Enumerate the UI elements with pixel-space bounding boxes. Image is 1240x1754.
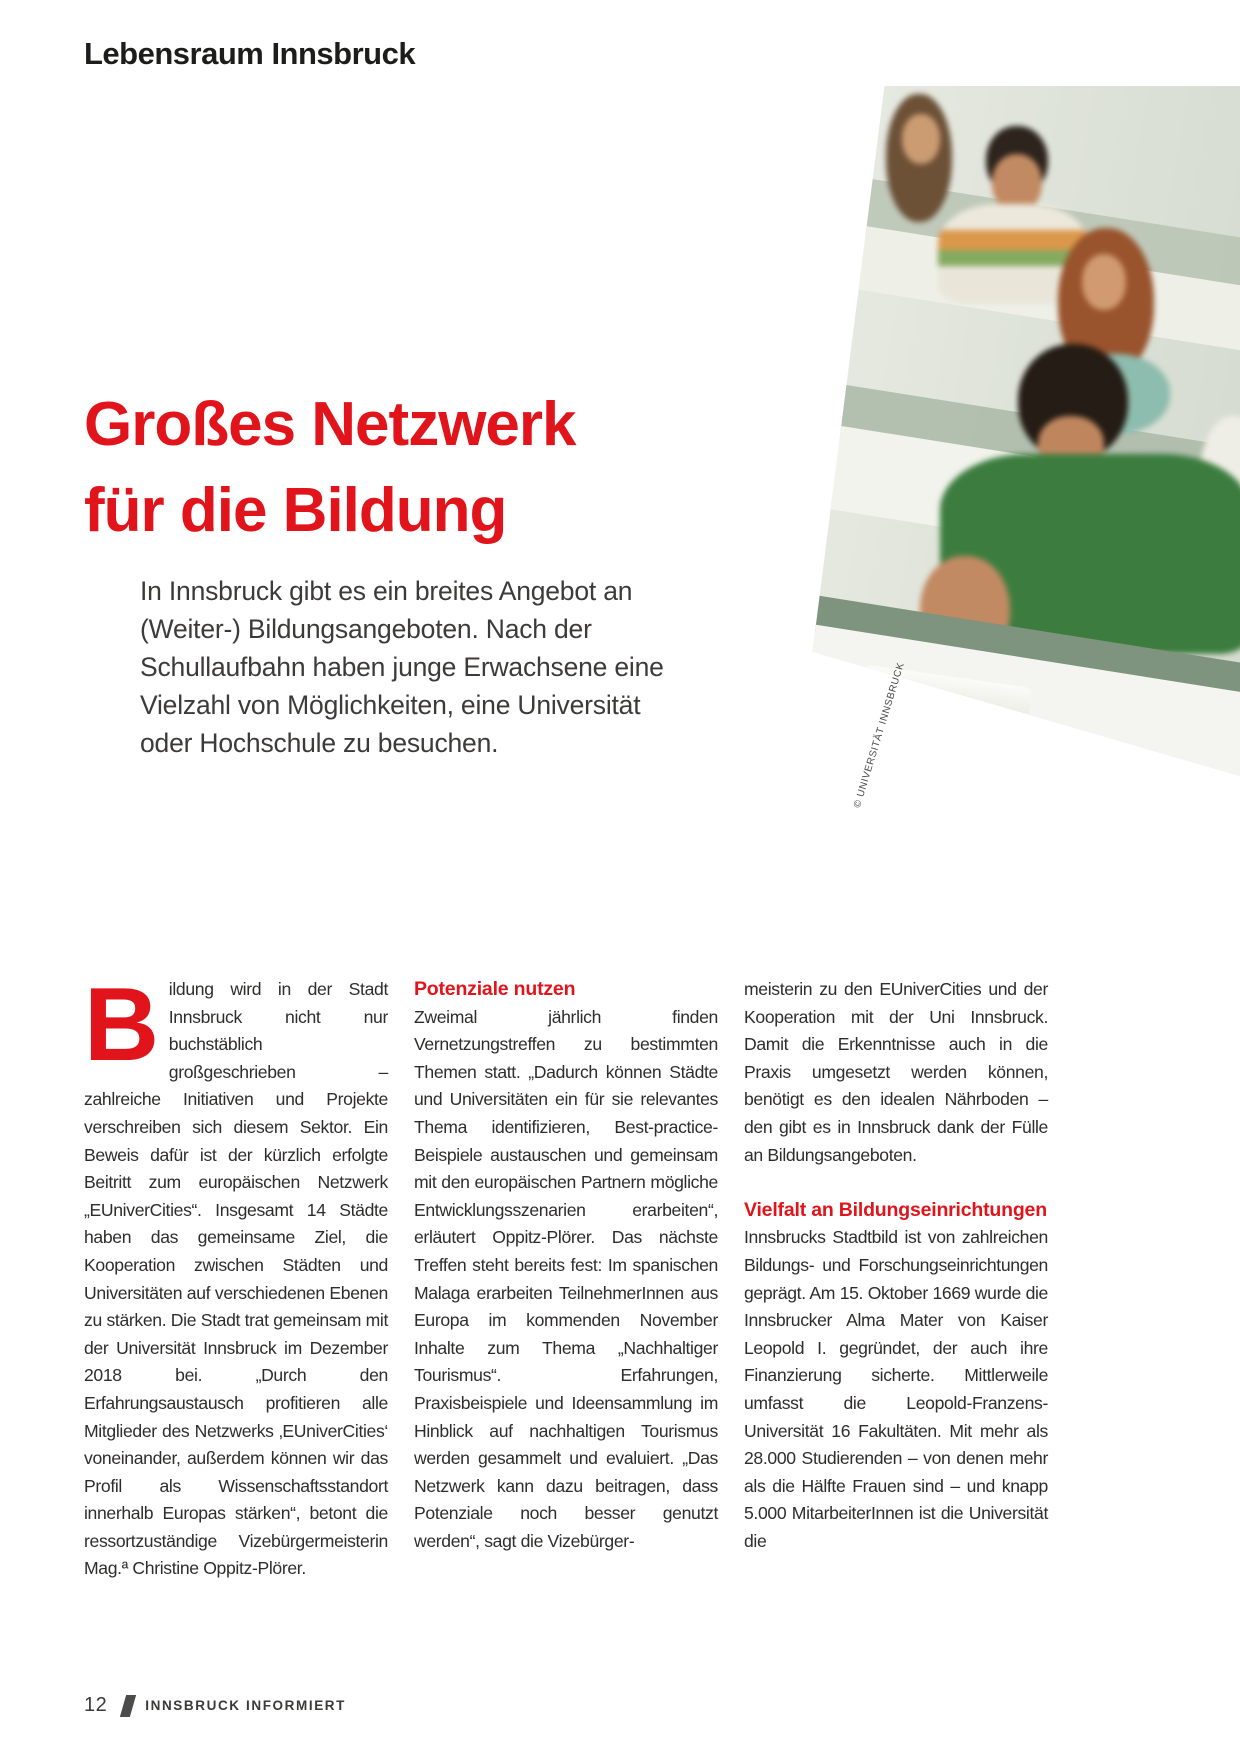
article-body (84, 967, 1048, 1583)
article-column-2 (414, 976, 718, 1583)
body-paragraph-3: meisterin zu den EUniverCities und der Kooperation mit der Uni Innsbruck. Damit die Erkenntnisse auch in die Praxis umgesetzt werden können, benötigt es den idealen Nährboden – den gibt es in Innsbruck dank der Fülle an Bildungsangeboten. (744, 979, 1048, 1165)
body-paragraph-1-text: ildung wird in der Stadt Innsbruck nicht nur buchstäblich großgeschrieben – zahlreiche Initiativen und Projekte verschreiben sich diesem Sektor. Ein Beweis dafür ist der kürzlich erfolgte Beitritt zum europäischen Netzwerk „EUniverCities“. Insgesamt 14 Städte haben das gemeinsame Ziel, die Kooperation zwischen Städten und Universitäten auf verschiedenen Ebenen zu stärken. Die Stadt trat gemeinsam mit der Universität Innsbruck im Dezember 2018 bei. „Durch den Erfahrungsaustausch profitieren alle Mitglieder des Netzwerks ‚EUniverCities‘ voneinander, außerdem können wir das Profil als Wissenschaftsstandort innerhalb Europas stärken“, betont die ressortzuständige Vizebürgermeisterin Mag.ª Christine Oppitz-Plörer. (84, 979, 388, 1579)
body-paragraph-2: Zweimal jährlich finden Vernetzungstreffen zu bestimmten Themen statt. „Dadurch können Städte und Universitäten ein für sie relevantes Thema identifizieren, Best-practice-Beispiele austauschen und gemeinsam mit den europäischen Partnern mögliche Entwicklungsszenarien erarbeiten“, erläutert Oppitz-Plörer. Das nächste Treffen steht bereits fest: Im spanischen Malaga erarbeiten TeilnehmerInnen aus Europa im kommenden November Inhalte zum Thema „Nachhaltiger Tourismus“. Erfahrungen, Praxisbeispiele und Ideensammlung im Hinblick auf nachhaltigen Tourismus werden gesammelt und evaluiert. „Das Netzwerk kann dazu beitragen, dass Potenziale noch besser genutzt werden“, sagt die Vizebürger- (414, 1006, 718, 1551)
photo-credit: © UNIVERSITÄT INNSBRUCK (852, 661, 907, 810)
section-heading-potenziale: Potenziale nutzen (414, 978, 576, 1000)
footer-divider-icon (120, 1695, 136, 1717)
body-paragraph-1 (84, 967, 388, 1583)
photo-foreground-desk (790, 86, 1240, 776)
lecture-hall-photo (790, 86, 1240, 776)
intro-text: In Innsbruck gibt es ein breites Angebot an (Weiter-) Bildungsangeboten. Nach der Schullaufbahn haben junge Erwachsene eine Vielzahl von Möglichkeiten, eine Universität oder Hochschule zu besuchen. (140, 576, 664, 758)
magazine-name: INNSBRUCK INFORMIERT (145, 1698, 346, 1713)
page-title-line1: Großes Netzwerk (84, 390, 576, 459)
article-column-1 (84, 967, 388, 1583)
page-title (84, 382, 744, 554)
section-heading-vielfalt: Vielfalt an Bildungseinrichtungen (744, 1198, 1047, 1221)
article-column-3 (744, 976, 1048, 1583)
page-title-line2: für die Bildung (84, 476, 507, 545)
body-paragraph-4: Innsbrucks Stadtbild ist von zahlreichen Bildungs- und Forschungseinrichtungen geprägt. Am 15. Oktober 1669 wurde die Innsbrucker Alma Mater von Kaiser Leopold I. gegründet, der auch ihre Finanzierung sicherte. Mittlerweile umfasst die Leopold-Franzens-Universität 16 Fakultäten. Mit mehr als 28.000 Studierenden – von denen mehr als die Hälfte Frauen sind – und knapp 5.000 MitarbeiterInnen ist die Universität die (744, 1227, 1048, 1551)
page-footer (84, 1694, 1156, 1717)
drop-cap: B (84, 967, 159, 1083)
page-number: 12 (84, 1694, 108, 1716)
section-kicker: Lebensraum Innsbruck (84, 36, 416, 71)
